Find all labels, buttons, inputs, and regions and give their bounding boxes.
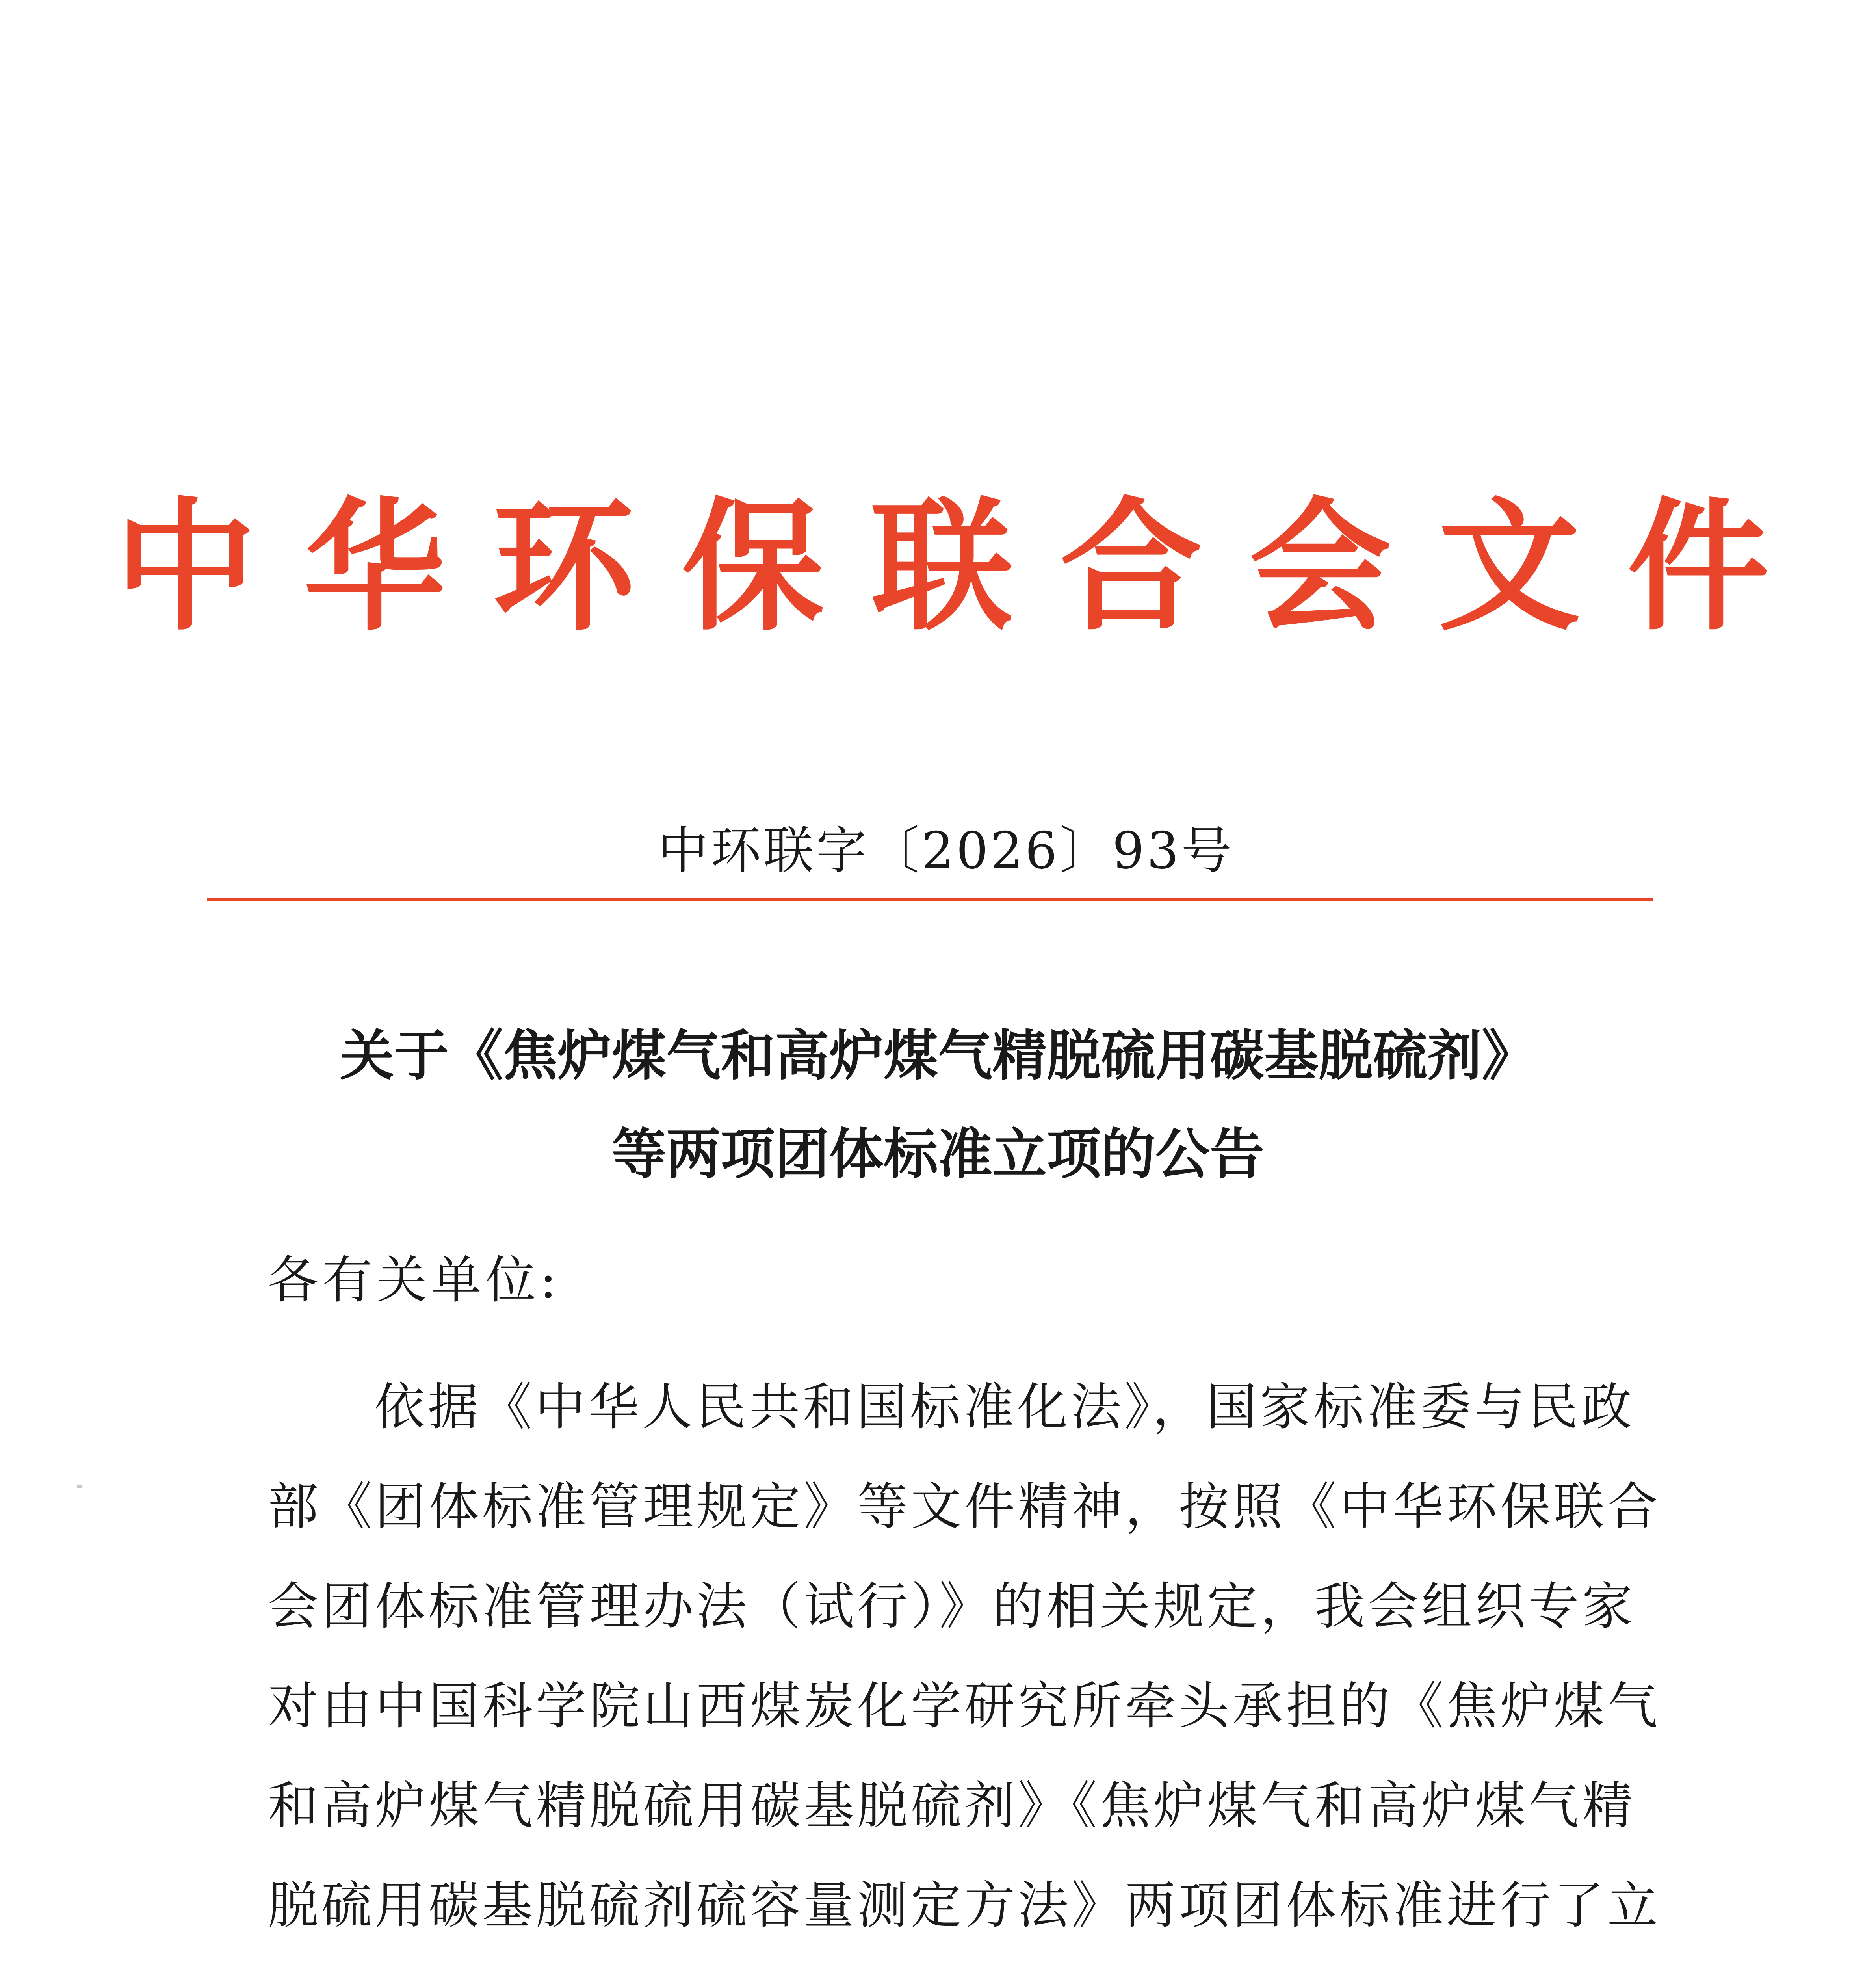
notice-title-line-2: 等两项团体标准立项的公告 (611, 1123, 1264, 1186)
body-line: 会团体标准管理办法（试行）》的相关规定，我会组织专家 (268, 1577, 1636, 1636)
salutation: 各有关单位: (268, 1251, 561, 1310)
body-line (268, 1955, 1596, 1970)
document-number: 中环联字〔2026〕93号 (658, 821, 1234, 880)
body-paragraph (268, 1357, 1661, 1970)
notice-title (0, 1007, 1876, 1204)
body-line: 依据《中华人民共和国标准化法》，国家标准委与民政 (374, 1378, 1635, 1437)
body-line: 部《团体标准管理规定》等文件精神，按照《中华环保联合 (268, 1478, 1661, 1536)
masthead-title: 中华环保联合会文件 (115, 485, 1817, 650)
red-divider-line (207, 898, 1653, 901)
notice-title-line-1: 关于《焦炉煤气和高炉煤气精脱硫用碳基脱硫剂》 (340, 1024, 1536, 1087)
body-line: 对由中国科学院山西煤炭化学研究所牵头承担的《焦炉煤气 (268, 1677, 1661, 1736)
scan-speck (77, 1485, 82, 1488)
body-line: 脱硫用碳基脱硫剂硫容量测定方法》两项团体标准进行了立 (268, 1876, 1661, 1935)
body-line: 和高炉煤气精脱硫用碳基脱硫剂》《焦炉煤气和高炉煤气精 (268, 1777, 1636, 1835)
